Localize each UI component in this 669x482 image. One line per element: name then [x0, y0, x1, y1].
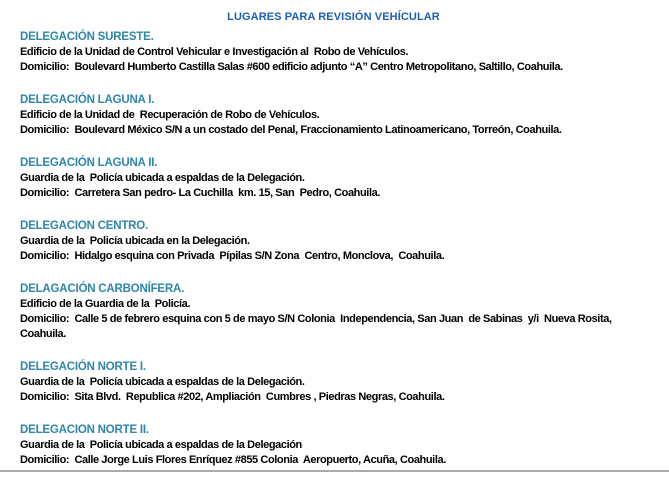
delegation-address: Domicilio: Boulevard Humberto Castilla Salas #600 edificio adjunto “A” Centro Metropolitano, Saltillo, Coahuila. [20, 61, 563, 73]
delegation-address: Domicilio: Carretera San pedro- La Cuchilla km. 15, San Pedro, Coahuila. [20, 187, 380, 199]
delegation-address: Domicilio: Boulevard México S/N a un costado del Penal, Fraccionamiento Latinoamericano, Torreón, Coahuila. [20, 124, 562, 136]
section-delegacion-sureste [20, 30, 647, 75]
delegation-address: Domicilio: Hidalgo esquina con Privada Pípilas S/N Zona Centro, Monclova, Coahuila. [20, 250, 445, 262]
section-delegacion-norte-2 [20, 423, 647, 468]
section-delegacion-norte-1 [20, 360, 647, 405]
delegation-heading: DELEGACION CENTRO. [20, 220, 149, 232]
delegation-heading: DELEGACION NORTE II. [20, 424, 149, 436]
delegation-heading: DELEGACIÓN LAGUNA I. [20, 94, 155, 106]
delegation-address-continued: Coahuila. [20, 328, 66, 340]
section-delegacion-carbonifera [20, 282, 647, 342]
section-delegacion-laguna-2 [20, 156, 647, 201]
delegation-address: Domicilio: Sita Blvd. Republica #202, Ampliación Cumbres , Piedras Negras, Coahuila. [20, 391, 445, 403]
delegation-heading: DELAGACIÓN CARBONÍFERA. [20, 283, 185, 295]
section-delegacion-centro [20, 219, 647, 264]
section-delegacion-laguna-1 [20, 93, 647, 138]
delegation-description: Guardia de la Policía ubicada a espaldas de la Delegación. [20, 376, 305, 388]
delegation-description: Guardia de la Policía ubicada a espaldas de la Delegación. [20, 172, 305, 184]
delegation-address: Domicilio: Calle 5 de febrero esquina con 5 de mayo S/N Colonia Independencia, San Juan de Sabinas y/i Nueva Rosita, [20, 313, 612, 325]
delegation-description: Edificio de la Unidad de Recuperación de Robo de Vehículos. [20, 109, 320, 121]
page-title: LUGARES PARA REVISIÓN VEHÍCULAR [227, 11, 440, 23]
delegation-address: Domicilio: Calle Jorge Luis Flores Enríquez #855 Colonia Aeropuerto, Acuña, Coahuila. [20, 454, 446, 466]
delegation-heading: DELEGACIÓN LAGUNA II. [20, 157, 158, 169]
delegation-description: Guardia de la Policía ubicada a espaldas de la Delegación [20, 439, 302, 451]
delegation-description: Edificio de la Unidad de Control Vehicular e Investigación al Robo de Vehículos. [20, 46, 409, 58]
delegation-heading: DELEGACIÓN SURESTE. [20, 31, 154, 43]
delegation-heading: DELEGACIÓN NORTE I. [20, 361, 146, 373]
delegation-description: Guardia de la Policía ubicada en la Delegación. [20, 235, 250, 247]
bottom-divider [0, 470, 669, 472]
delegation-description: Edificio de la Guardia de la Policía. [20, 298, 191, 310]
